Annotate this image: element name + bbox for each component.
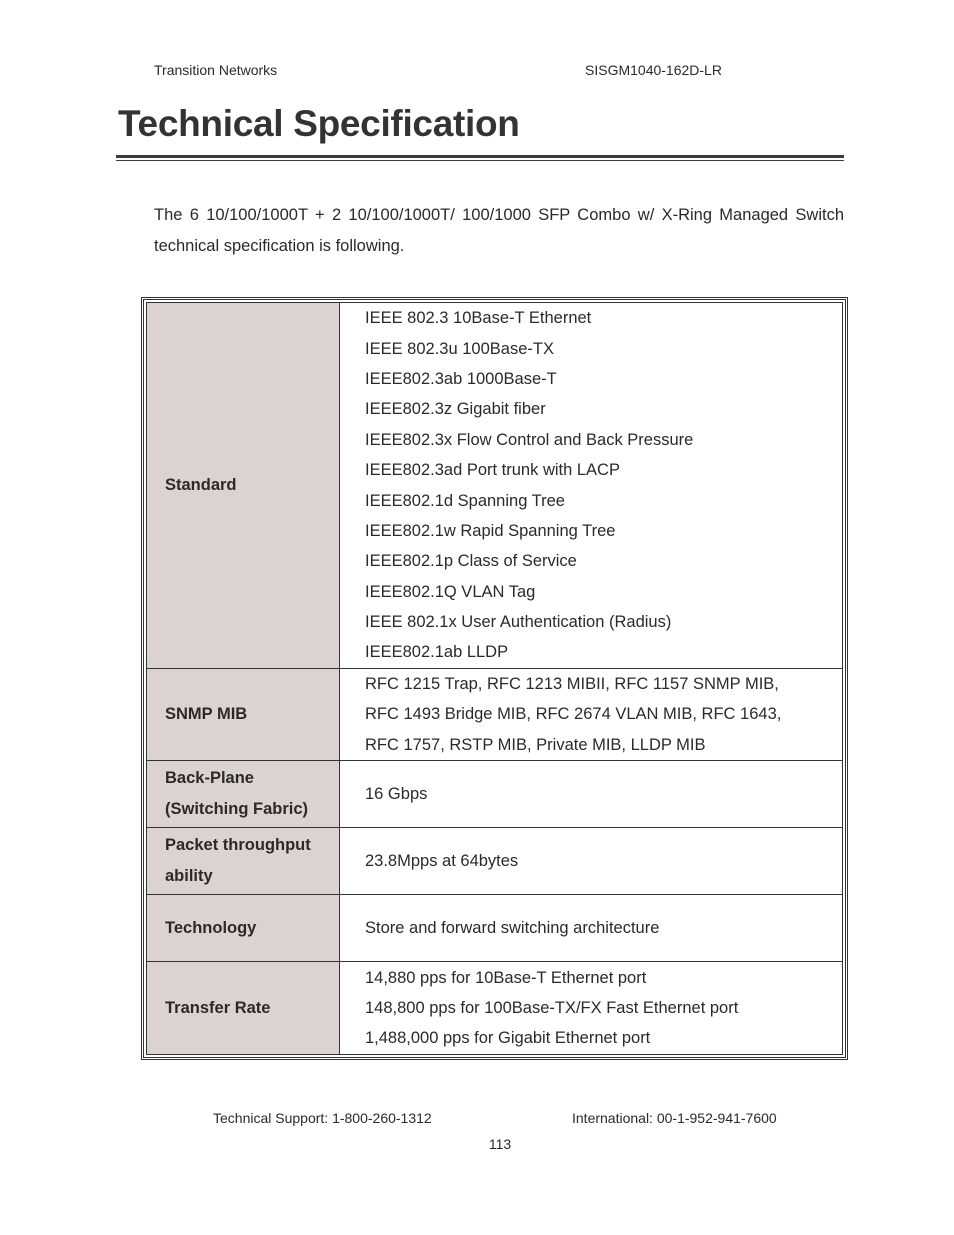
spec-value: IEEE802.1d Spanning Tree <box>365 491 565 510</box>
spec-label: Technology <box>165 918 257 937</box>
spec-value: IEEE802.1Q VLAN Tag <box>365 582 536 601</box>
footer-international: International: 00-1-952-941-7600 <box>572 1110 777 1126</box>
page-title: Technical Specification <box>118 103 520 144</box>
spec-table-body <box>147 303 843 1055</box>
spec-value: IEEE 802.3u 100Base-TX <box>365 339 554 358</box>
spec-value: Store and forward switching architecture <box>365 918 660 937</box>
spec-value: 16 Gbps <box>365 784 428 803</box>
header-model: SISGM1040-162D-LR <box>585 62 722 78</box>
spec-row <box>147 669 843 761</box>
spec-value: IEEE802.1p Class of Service <box>365 552 577 571</box>
spec-value: IEEE 802.1x User Authentication (Radius) <box>365 613 672 632</box>
spec-value: RFC 1493 Bridge MIB, RFC 2674 VLAN MIB, RFC 1643, <box>365 705 782 724</box>
spec-value: 23.8Mpps at 64bytes <box>365 851 519 870</box>
header-company: Transition Networks <box>154 62 278 78</box>
spec-value-cell <box>340 303 843 669</box>
spec-label-cell <box>147 669 340 761</box>
spec-value: IEEE802.3ad Port trunk with LACP <box>365 461 620 480</box>
title-rule <box>116 155 844 161</box>
spec-value: RFC 1757, RSTP MIB, Private MIB, LLDP MIB <box>365 735 706 754</box>
spec-value: 1,488,000 pps for Gigabit Ethernet port <box>365 1029 651 1048</box>
spec-label: Packet throughput <box>165 836 311 855</box>
footer-support: Technical Support: 1-800-260-1312 <box>213 1110 432 1126</box>
spec-value: RFC 1215 Trap, RFC 1213 MIBII, RFC 1157 SNMP MIB, <box>365 675 779 693</box>
spec-label: SNMP MIB <box>165 705 248 724</box>
spec-value-cell <box>340 895 843 962</box>
spec-row <box>147 303 843 669</box>
spec-value: 14,880 pps for 10Base-T Ethernet port <box>365 968 647 987</box>
spec-table <box>146 302 843 1055</box>
spec-label-cell <box>147 828 340 895</box>
spec-value-cell <box>340 962 843 1055</box>
spec-value: 148,800 pps for 100Base-TX/FX Fast Ethernet port <box>365 998 739 1017</box>
spec-row <box>147 962 843 1055</box>
spec-row <box>147 895 843 962</box>
spec-label: Standard <box>165 476 237 494</box>
spec-label-cell <box>147 895 340 962</box>
spec-value-cell <box>340 669 843 761</box>
page-number: 113 <box>488 1136 512 1152</box>
intro-paragraph: The 6 10/100/1000T + 2 10/100/1000T/ 100/1000 SFP Combo w/ X-Ring Managed Switch technical specification is following. <box>154 206 844 255</box>
spec-row <box>147 828 843 895</box>
spec-row <box>147 761 843 828</box>
spec-label: Transfer Rate <box>165 998 271 1017</box>
spec-value-cell <box>340 761 843 828</box>
spec-label: ability <box>165 867 213 886</box>
spec-value: IEEE802.1ab LLDP <box>365 643 509 662</box>
spec-label-cell <box>147 761 340 828</box>
spec-value-cell <box>340 828 843 895</box>
spec-value: IEEE802.3x Flow Control and Back Pressure <box>365 430 694 449</box>
spec-table-frame <box>141 297 848 1060</box>
spec-value: IEEE802.1w Rapid Spanning Tree <box>365 521 616 540</box>
spec-value: IEEE802.3z Gigabit fiber <box>365 400 546 419</box>
spec-label-cell <box>147 303 340 669</box>
spec-value: IEEE802.3ab 1000Base-T <box>365 369 557 388</box>
spec-value: IEEE 802.3 10Base-T Ethernet <box>365 309 592 328</box>
spec-label-cell <box>147 962 340 1055</box>
spec-label: Back-Plane <box>165 769 254 788</box>
spec-label: (Switching Fabric) <box>165 800 309 819</box>
